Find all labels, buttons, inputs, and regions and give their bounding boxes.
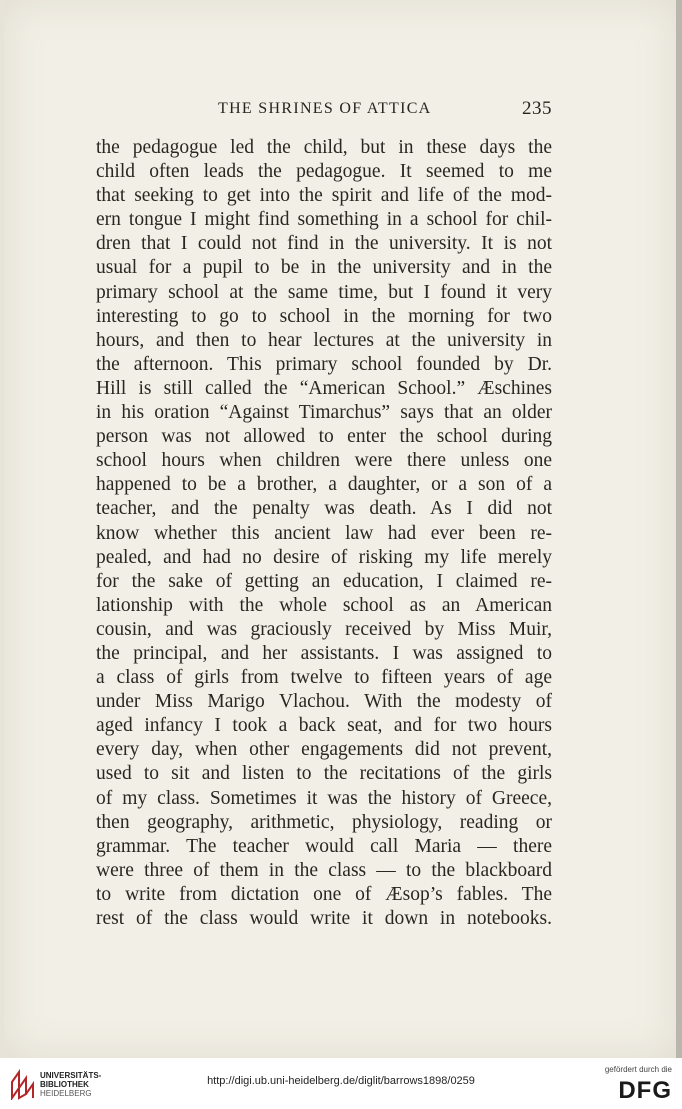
library-name-line: UNIVERSITÄTS-	[40, 1071, 102, 1080]
dfg-logo: DFG	[618, 1077, 672, 1104]
running-title: THE SHRINES OF ATTICA	[218, 100, 432, 117]
library-name-line: HEIDELBERG	[40, 1089, 92, 1098]
source-url[interactable]: http://digi.ub.uni-heidelberg.de/diglit/barrows1898/0259	[207, 1075, 475, 1087]
page-number: 235	[522, 98, 552, 119]
text-line: child often leads the pedagogue. It seemed to me	[96, 161, 552, 183]
funder-note: gefördert durch die	[604, 1065, 672, 1074]
text-line: happened to be a brother, a daughter, or a son of a	[96, 474, 552, 496]
text-line: for the sake of getting an education, I claimed re-	[96, 570, 552, 592]
text-line: that seeking to get into the spirit and life of the mod-	[96, 185, 552, 207]
text-line: of my class. Sometimes it was the history of Greece,	[96, 787, 552, 809]
book-page	[4, 0, 676, 1058]
text-line: the pedagogue led the child, but in these days the	[96, 137, 552, 158]
text-line: hours, and then to hear lectures at the university in	[96, 329, 552, 351]
text-line: a class of girls from twelve to fifteen years of age	[96, 667, 552, 689]
running-head	[96, 98, 552, 122]
text-line: dren that I could not find in the university. It is not	[96, 233, 552, 255]
text-line: used to sit and listen to the recitations of the girls	[96, 763, 552, 785]
text-line: usual for a pupil to be in the university and in the	[96, 257, 552, 279]
text-line: teacher, and the penalty was death. As I did not	[96, 498, 552, 520]
text-line: lationship with the whole school as an American	[96, 594, 552, 616]
text-line: primary school at the same time, but I found it very	[96, 281, 552, 303]
text-line: aged infancy I took a back seat, and for two hours	[96, 715, 552, 737]
text-line: grammar. The teacher would call Maria — there	[96, 835, 552, 857]
text-line: the principal, and her assistants. I was assigned to	[96, 642, 552, 664]
digitization-footer	[0, 1058, 682, 1109]
text-line: under Miss Marigo Vlachou. With the modesty of	[96, 691, 552, 713]
text-line: to write from dictation one of Æsop’s fables. The	[96, 883, 552, 905]
text-line: Hill is still called the “American School.” Æschines	[96, 377, 552, 399]
text-line: interesting to go to school in the morning for two	[96, 305, 552, 327]
text-line: cousin, and was graciously received by Miss Muir,	[96, 618, 552, 640]
text-line: know whether this ancient law had ever been re-	[96, 522, 552, 544]
text-line: rest of the class would write it down in notebooks.	[96, 908, 552, 929]
body-text	[96, 136, 552, 931]
text-line: were three of them in the class — to the blackboard	[96, 859, 552, 881]
text-line: every day, when other engagements did not prevent,	[96, 739, 552, 761]
text-line: the afternoon. This primary school founded by Dr.	[96, 353, 552, 375]
text-line: person was not allowed to enter the school during	[96, 426, 552, 448]
text-line: then geography, arithmetic, physiology, reading or	[96, 811, 552, 833]
text-line: school hours when children were there unless one	[96, 450, 552, 472]
text-line: pealed, and had no desire of risking my life merely	[96, 546, 552, 568]
library-name-line: BIBLIOTHEK	[40, 1080, 89, 1089]
text-line: ern tongue I might find something in a school for chil-	[96, 209, 552, 231]
text-line: in his oration “Against Timarchus” says that an older	[96, 402, 552, 424]
